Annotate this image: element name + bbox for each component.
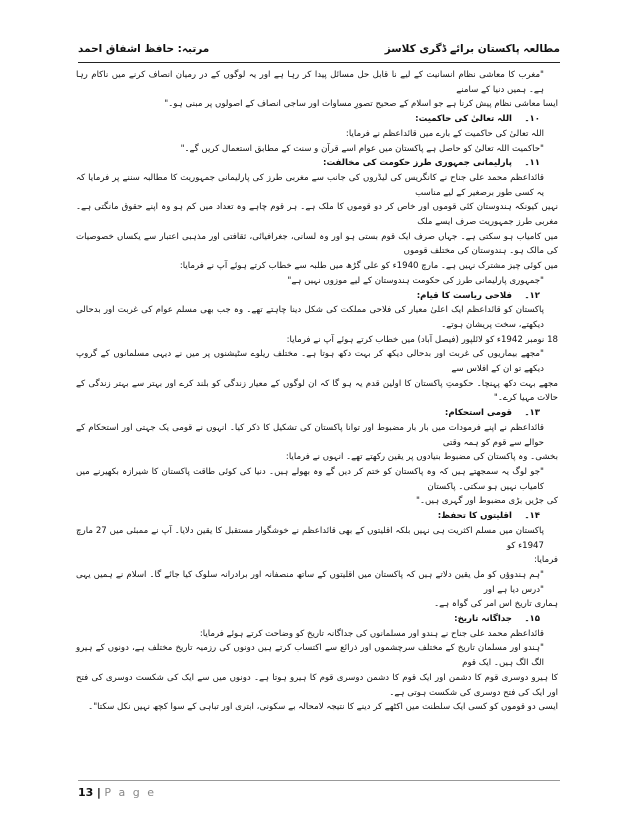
text-line <box>76 347 558 376</box>
text-line <box>76 524 558 553</box>
line-text: 18 نومبر 1942ء کو لائلپور (فیصل آباد) میں خطاب کرتے ہوئے آپ نے فرمایا: <box>286 334 558 345</box>
line-text: "ہم ہندوؤں کو مل یقین دلاتے ہیں کہ پاکستان میں اقلیتوں کے ساتھ منصفانہ اور برادرانہ سلوک کیا جائے گا۔ اسلام نے ہمیں یہی "درس دیا ہے اور <box>76 569 544 595</box>
line-text: پاکستان میں مسلم اکثریت ہی نہیں بلکہ اقلیتوں کے بھی قائداعظم نے خوشگوار مستقبل کا یقین دلایا۔ آپ نے ممبئی میں 27 مارچ 1947ء کو <box>76 525 545 551</box>
text-line <box>76 421 558 450</box>
line-text: فرمایا: <box>534 555 558 566</box>
line-text: پاکستان کو قائداعظم ایک اعلیٰ معیار کی فلاحی مملکت کی شکل دینا چاہتے تھے۔ وہ جب بھی مسلم عوام کی غربت اور بدحالی دیکھتے، سخت پریشان ہوتے۔ <box>76 305 544 330</box>
body-text <box>76 68 558 766</box>
section-heading <box>76 612 558 627</box>
text-line <box>76 274 558 289</box>
section-number: ۱۲۔ <box>524 290 540 301</box>
text-line <box>76 259 558 274</box>
line-text: میں کوئی چیز مشترک نہیں ہے۔ مارچ 1940ء کو علی گڑھ میں طلبہ سے خطاب کرتے ہوئے آپ نے فرمایا: <box>179 261 558 272</box>
header-rule <box>78 62 560 63</box>
text-line <box>76 627 558 642</box>
text-line <box>76 553 558 568</box>
line-text: اقلیتوں کا تحفظ: <box>437 511 512 522</box>
line-text: اللہ تعالیٰ کی حاکمیت: <box>415 114 512 125</box>
line-text: کی جڑیں بڑی مضبوط اور گہری ہیں۔" <box>416 496 558 507</box>
line-text: مجھے بہت دکھ پہنچا۔ حکومتِ پاکستان کا اولین قدم یہ ہو گا کہ ان لوگوں کے معیار زندگی کو بلند کرے اور بہتر سے بہتر زندگی کے حالات مہیا کرے۔" <box>76 378 558 404</box>
section-heading <box>76 112 558 127</box>
line-text: بخشی۔ وہ پاکستان کی مضبوط بنیادوں پر یقین رکھتے تھے۔ انہوں نے فرمایا: <box>285 452 558 463</box>
section-heading <box>76 289 558 304</box>
section-number: ۱۰۔ <box>524 114 540 125</box>
page-number: 13 <box>78 786 94 799</box>
line-text: ہماری تاریخ اس امر کی گواہ ہے۔ <box>434 599 558 610</box>
section-heading <box>76 156 558 171</box>
text-line <box>76 494 558 509</box>
text-line <box>76 200 558 229</box>
line-text: "مغرب کا معاشی نظام انسانیت کے لیے نا قابل حل مسائل پیدا کر رہا ہے اور یہ لوگوں کے در رمیان انصاف کرنے میں ناکام رہا ہے۔ ہمیں دنیا کے سامنے <box>76 70 544 95</box>
section-number: ۱۵۔ <box>524 614 540 625</box>
section-heading <box>76 509 558 524</box>
text-line <box>76 597 558 612</box>
page-label: P a g e <box>104 786 156 799</box>
text-line <box>76 230 558 259</box>
line-text: نہیں کیونکہ ہندوستان کئی قوموں اور خاص کر دو قوموں کا ملک ہے۔ ہر قوم چاہے وہ تعداد میں کم ہو وہ اپنے حقوق مانگتی ہے۔ مغربی طرز جمہوریت صرف ایسے ملک <box>76 202 558 228</box>
text-line <box>76 450 558 465</box>
line-text: قائداعظم محمد علی جناح نے ہندو اور مسلمانوں کی جداگانہ تاریخ کو وضاحت کرتے ہوئے فرمایا: <box>199 628 544 639</box>
text-line <box>76 700 558 715</box>
line-text: ایسی دو قوموں کو کسی ایک سلطنت میں اکٹھے کر دینے کا نتیجہ لامحالہ بے سکونی، ابتری اور تباہی کے سوا کچھ نہیں نکل سکتا"۔ <box>88 702 558 713</box>
text-line <box>76 127 558 142</box>
line-text: کا ہیرو دوسری قوم کا دشمن اور ایک قوم کا دشمن دوسری قوم کا ہیرو ہوتا ہے۔ دونوں میں سے ایک کی شکست دوسری کی فتح اور ایک کی فتح دوسری کی شکست ہوتی ہے۔ <box>76 672 558 698</box>
line-text: "جمہوری پارلیمانی طرز کی حکومت ہندوستان کے لیے موزوں نہیں ہے" <box>287 275 544 286</box>
text-line <box>76 303 558 332</box>
line-text: "ہندو اور مسلمان تاریخ کے مختلف سرچشموں اور ذرائع سے اکتساب کرتے ہیں دونوں کی رزمیہ تاریخ مختلف ہے، دونوں کے ہیرو الگ الگ ہیں۔ ایک قوم <box>76 643 544 669</box>
line-text: فلاحی ریاست کا قیام: <box>416 290 512 301</box>
section-number: ۱۴۔ <box>524 511 540 522</box>
text-line <box>76 68 558 97</box>
line-text: ایسا معاشی نظام پیش کرنا ہے جو اسلام کے صحیح تصورِ مساوات اور ساجی انصاف کے اصولوں پر مبنی ہو۔" <box>164 99 558 110</box>
header-compiler: مرتبہ: حافظ اشفاق احمد <box>78 43 210 55</box>
text-line <box>76 171 558 200</box>
line-text: "جو لوگ یہ سمجھتے ہیں کہ وہ پاکستان کو ختم کر دیں گے وہ بھولے ہیں۔ دنیا کی کوئی طاقت پاکستان کا شیرازہ بکھیرنے میں کامیاب نہیں ہو سکتی۔ پاکستان <box>76 466 544 492</box>
section-number: ۱۱۔ <box>524 158 540 169</box>
text-line <box>76 377 558 406</box>
section-number: ۱۳۔ <box>524 408 540 419</box>
line-text: میں کامیاب ہو سکتی ہے۔ جہاں صرف ایک قوم بستی ہو اور وہ لسانی، جغرافیائی، ثقافتی اور مذہبی اعتبار سے یکساں خصوصیات کی مالک ہو۔ ہندوستان کی مختلف قوموں <box>76 231 558 257</box>
line-text: اللہ تعالیٰ کی حاکمیت کے بارے میں قائداعظم نے فرمایا: <box>345 128 544 139</box>
text-line <box>76 333 558 348</box>
footer-rule <box>78 780 560 781</box>
line-text: قائداعظم محمد علی جناح نے کانگریس کی لیڈروں کی جانب سے مغربی طرز کی پارلیمانی جمہوریت کا مطالبہ سننے پر فرمایا کہ یہ کسی طور برصغیر کے لیے مناسب <box>76 172 544 198</box>
page-separator: | <box>96 786 101 799</box>
page-header <box>78 38 560 60</box>
text-line <box>76 465 558 494</box>
line-text: جداگانہ تاریخ: <box>454 614 512 625</box>
header-title: مطالعہ پاکستان برائے ڈگری کلاسز <box>384 43 560 55</box>
section-heading <box>76 406 558 421</box>
line-text: قومی استحکام: <box>444 408 512 419</box>
text-line <box>76 97 558 112</box>
text-line <box>76 671 558 700</box>
page-footer <box>78 786 156 799</box>
line-text: قائداعظم نے اپنے فرمودات میں بار بار مضبوط اور توانا پاکستان کی تشکیل کا ذکر کیا۔ انہوں نے قومی یک جہتی اور استحکام کے حوالے سے قوم کو ہمہ وقتی <box>76 422 544 448</box>
text-line <box>76 641 558 670</box>
line-text: "حاکمیت اللہ تعالیٰ کو حاصل ہے پاکستان میں عوام اسے قرآن و سنت کے مطابق استعمال کریں گے۔" <box>180 143 544 154</box>
line-text: "مجھے بیماریوں کی غربت اور بدحالی دیکھ کر بہت دکھ ہوتا ہے۔ مختلف ریلوے سٹیشنوں پر میں نے دیہی مسلمانوں کے گروپ دیکھے تو ان کے افلاس سے <box>76 349 544 375</box>
line-text: پارلیمانی جمہوری طرز حکومت کی مخالفت: <box>323 158 512 169</box>
text-line <box>76 142 558 157</box>
text-line <box>76 568 558 597</box>
